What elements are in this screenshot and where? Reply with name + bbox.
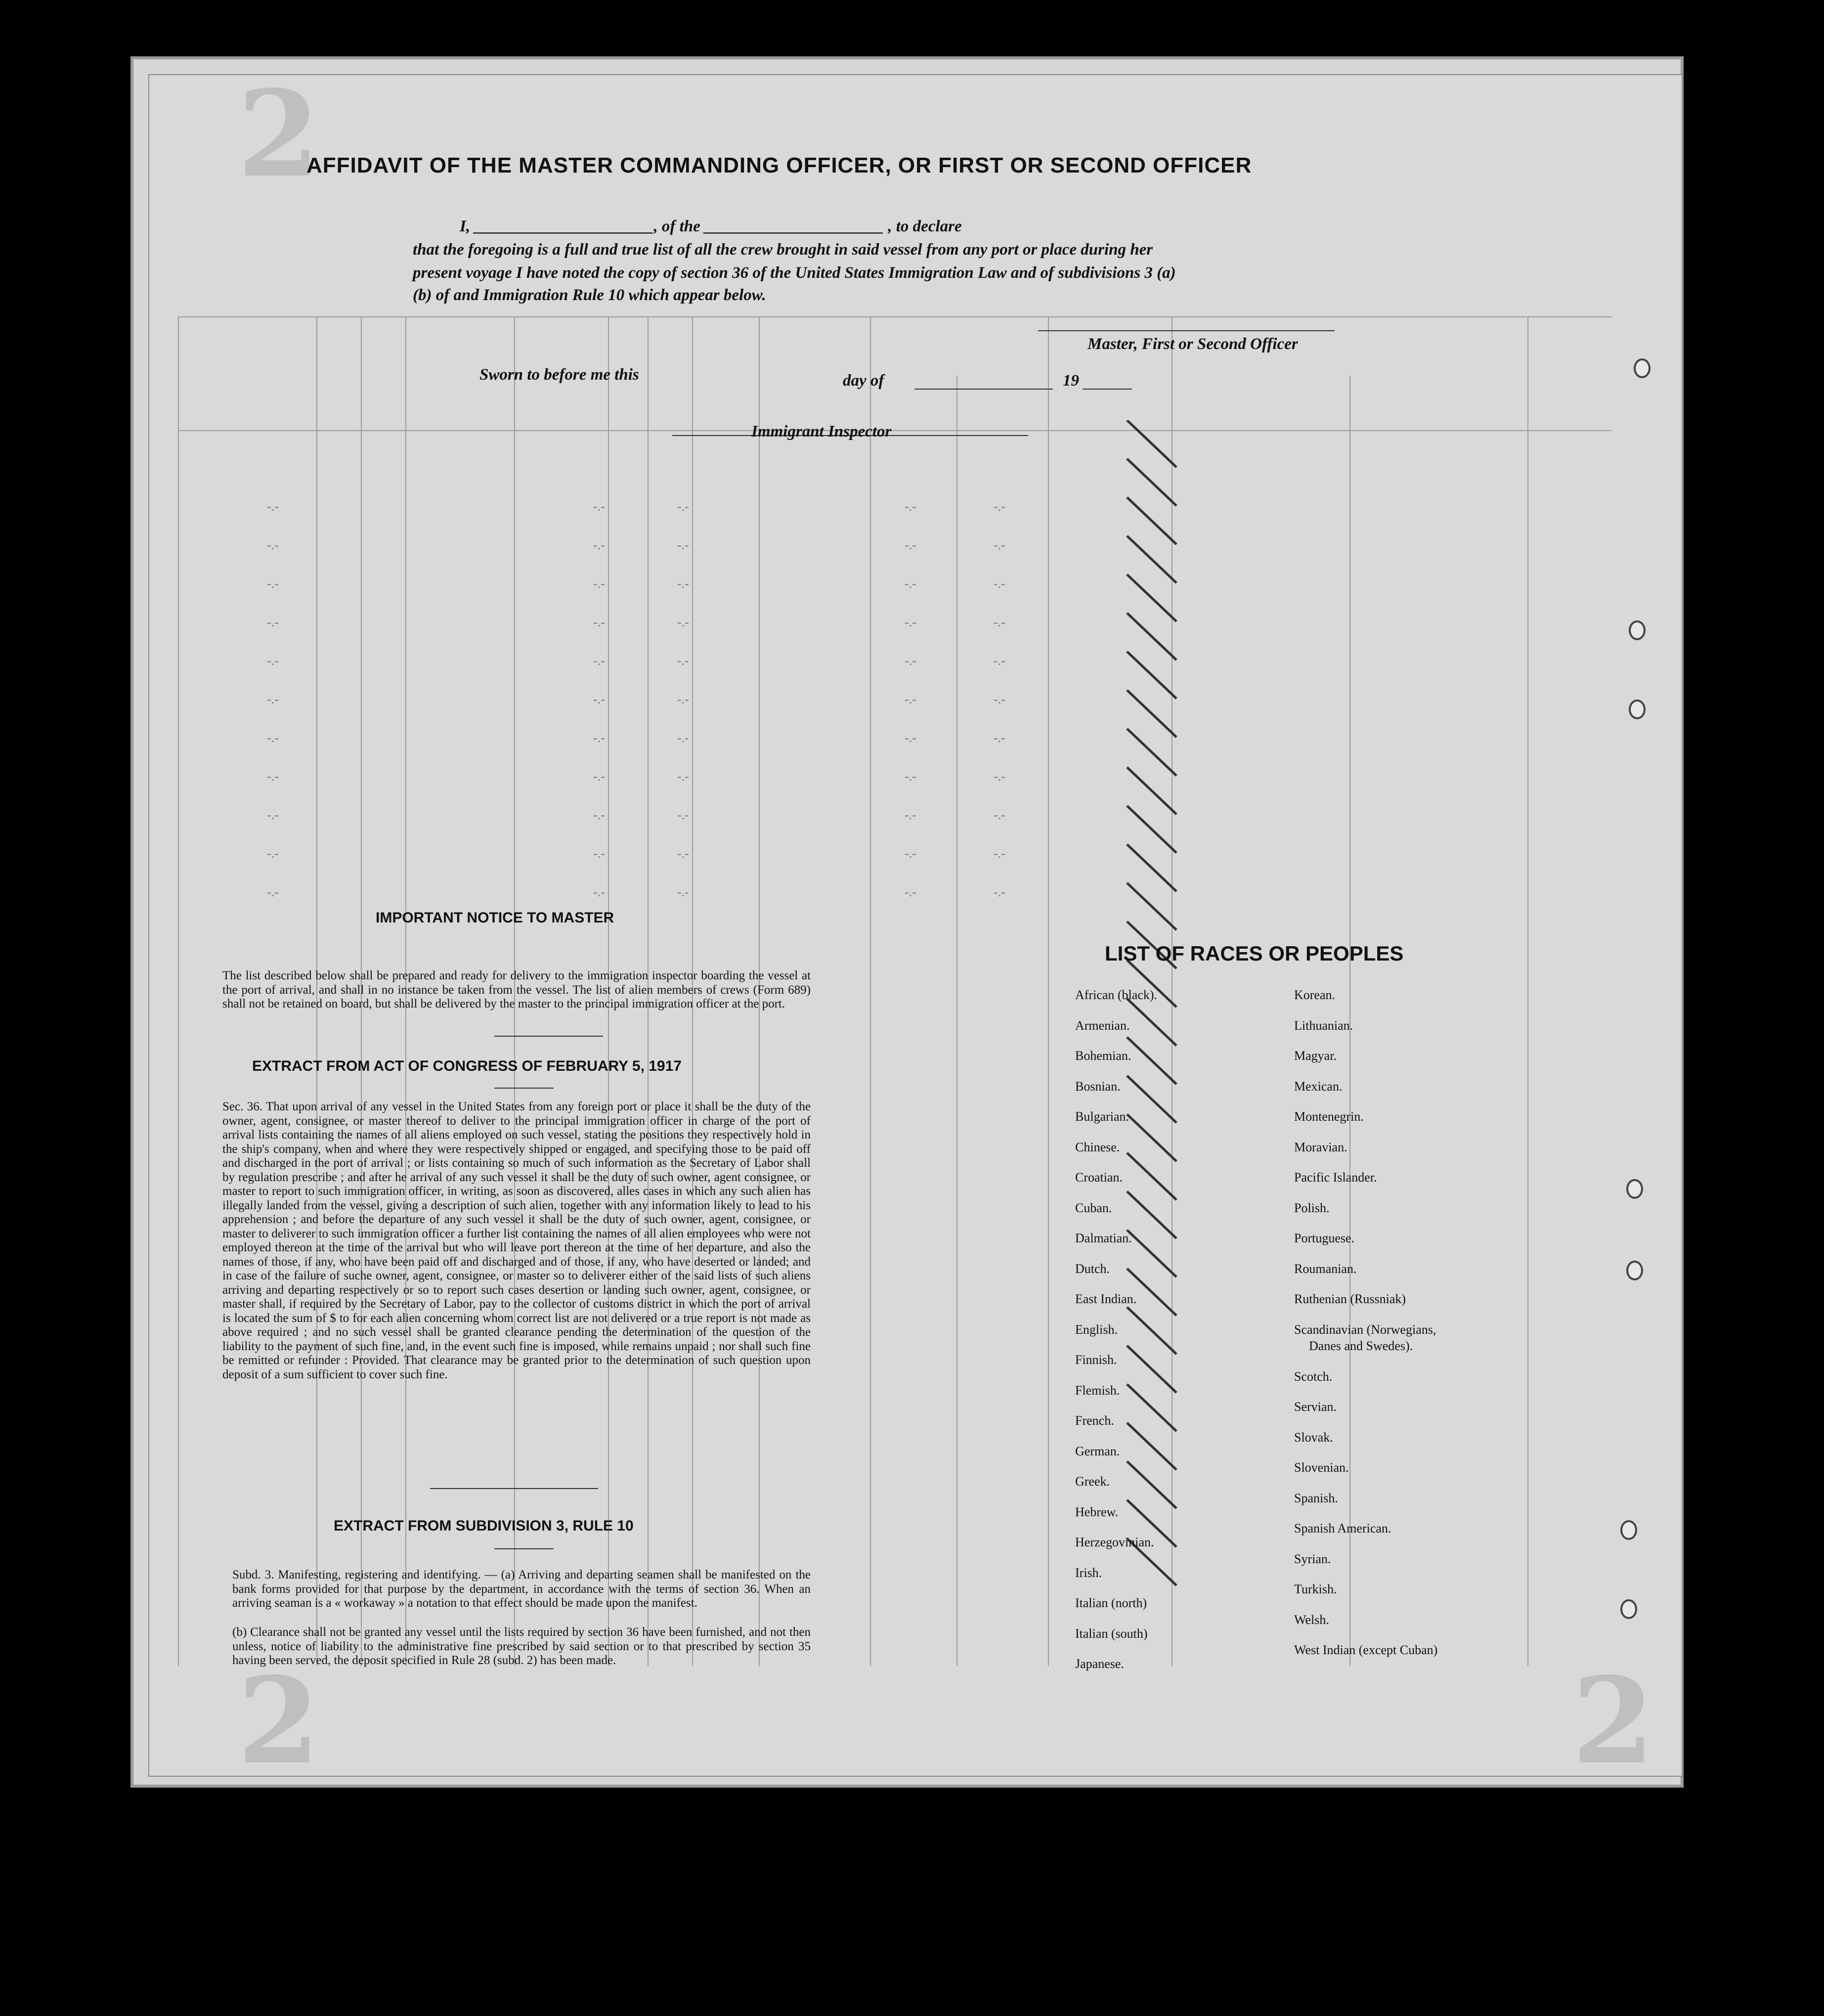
bleed-dash: -.- xyxy=(593,538,605,552)
bleed-dash: -.- xyxy=(267,692,279,706)
strike-mark xyxy=(1127,844,1176,891)
race-item: Flemish. xyxy=(1075,1383,1120,1398)
bleed-dash: -.- xyxy=(267,654,279,668)
affidavit-line-1: I, ______________________, of the ______________________ , to declare xyxy=(460,218,962,235)
page-title: AFFIDAVIT OF THE MASTER COMMANDING OFFICER, OR FIRST OR SECOND OFFICER xyxy=(306,153,1252,177)
strike-mark xyxy=(1127,613,1176,660)
punch-hole xyxy=(1629,700,1646,719)
bleed-dash: -.- xyxy=(593,576,605,591)
race-item: Moravian. xyxy=(1294,1139,1347,1154)
bleed-dash: -.- xyxy=(593,846,605,861)
bleed-dash: -.- xyxy=(677,538,689,552)
strike-mark xyxy=(1127,999,1176,1046)
bleed-dash: -.- xyxy=(905,808,916,822)
column-rule xyxy=(1527,316,1528,1666)
sworn-text: Sworn to before me this xyxy=(479,366,639,384)
bleed-dash: -.- xyxy=(994,615,1005,629)
race-item: French. xyxy=(1075,1413,1114,1428)
race-item: Scandinavian (Norwegians, xyxy=(1294,1322,1436,1337)
race-item: Korean. xyxy=(1294,988,1336,1002)
race-item: Japanese. xyxy=(1075,1657,1124,1671)
bleed-dash: -.- xyxy=(994,654,1005,668)
bleed-dash: -.- xyxy=(905,615,916,629)
stamp-number-bottom-right: 2 xyxy=(1572,1651,1654,1791)
column-rule xyxy=(1048,316,1049,1666)
bleed-dash: -.- xyxy=(267,808,279,822)
race-item: Magyar. xyxy=(1294,1049,1337,1063)
bleed-dash: -.- xyxy=(593,499,605,514)
day-of-label: day of xyxy=(843,372,884,390)
strike-mark xyxy=(1127,574,1176,621)
day-line xyxy=(914,389,1053,390)
table-header-rule xyxy=(178,430,1611,431)
strike-mark xyxy=(1127,497,1176,544)
bleed-dash: -.- xyxy=(677,808,689,822)
punch-hole xyxy=(1629,620,1646,640)
race-item: Slovak. xyxy=(1294,1430,1333,1445)
race-item: Turkish. xyxy=(1294,1582,1337,1597)
stamp-number-bottom-left: 2 xyxy=(237,1651,320,1791)
bleed-dash: -.- xyxy=(905,538,916,552)
bleed-dash: -.- xyxy=(677,615,689,629)
bleed-dash: -.- xyxy=(593,615,605,629)
bleed-dash: -.- xyxy=(593,769,605,784)
bleed-dash: -.- xyxy=(267,576,279,591)
race-item: Pacific Islander. xyxy=(1294,1170,1377,1184)
race-item: Scotch. xyxy=(1294,1369,1333,1384)
race-item: Slovenian. xyxy=(1294,1460,1349,1475)
race-item: Syrian. xyxy=(1294,1551,1331,1566)
race-item: Armenian. xyxy=(1075,1018,1130,1033)
table-top-rule xyxy=(178,316,1611,317)
bleed-dash: -.- xyxy=(677,769,689,784)
bleed-dash: -.- xyxy=(677,731,689,745)
punch-hole xyxy=(1620,1599,1637,1619)
punch-hole xyxy=(1634,358,1650,378)
strike-mark xyxy=(1127,1230,1176,1277)
race-item: Ruthenian (Russniak) xyxy=(1294,1292,1406,1306)
signature-line xyxy=(1038,330,1335,331)
race-item: Portuguese. xyxy=(1294,1231,1355,1245)
extract-rule-heading: EXTRACT FROM SUBDIVISION 3, RULE 10 xyxy=(334,1518,634,1534)
notice-text: The list described below shall be prepared and ready for delivery to the immigration inspector boarding the vessel at the port of arrival, and shall in no instance be taken from the vessel. The list of alien members of crews (Form 689) shall not be retained on board, but shall be delivered by the master to the principal immigration officer at the port. xyxy=(222,969,811,1010)
strike-mark xyxy=(1127,1037,1176,1084)
strike-mark xyxy=(1127,1153,1176,1200)
bleed-dash: -.- xyxy=(677,885,689,899)
race-item: Bosnian. xyxy=(1075,1079,1121,1094)
strike-mark xyxy=(1127,459,1176,506)
bleed-dash: -.- xyxy=(994,769,1005,784)
race-item: Dutch. xyxy=(1075,1261,1110,1276)
divider xyxy=(494,1088,554,1089)
bleed-dash: -.- xyxy=(267,538,279,552)
strike-mark xyxy=(1127,1346,1176,1393)
race-item: Danes and Swedes). xyxy=(1309,1339,1413,1354)
bleed-dash: -.- xyxy=(677,846,689,861)
bleed-dash: -.- xyxy=(677,692,689,706)
race-item: Polish. xyxy=(1294,1200,1330,1215)
bleed-dash: -.- xyxy=(905,576,916,591)
strike-through-marks xyxy=(1107,420,1196,1587)
year-prefix: 19 xyxy=(1063,372,1079,390)
bleed-dash: -.- xyxy=(267,885,279,899)
strike-mark xyxy=(1127,883,1176,930)
bleed-dash: -.- xyxy=(677,499,689,514)
race-item: Croatian. xyxy=(1075,1170,1123,1184)
divider xyxy=(430,1488,598,1489)
strike-mark xyxy=(1127,1076,1176,1123)
inspector-label: Immigrant Inspector xyxy=(751,423,892,440)
signature-label: Master, First or Second Officer xyxy=(1087,335,1298,353)
punch-hole xyxy=(1620,1520,1637,1540)
bleed-dash: -.- xyxy=(267,769,279,784)
bleed-dash: -.- xyxy=(905,769,916,784)
strike-mark xyxy=(1127,1114,1176,1161)
race-item: Spanish American. xyxy=(1294,1521,1391,1536)
strike-mark xyxy=(1127,1423,1176,1470)
race-item: Greek. xyxy=(1075,1474,1110,1489)
strike-mark xyxy=(1127,536,1176,583)
strike-mark xyxy=(1127,1461,1176,1508)
strike-mark xyxy=(1127,652,1176,699)
bleed-dash: -.- xyxy=(593,885,605,899)
race-item: Herzegovinian. xyxy=(1075,1535,1154,1549)
bleed-dash: -.- xyxy=(994,808,1005,822)
strike-mark xyxy=(1127,729,1176,776)
bleed-dash: -.- xyxy=(593,731,605,745)
bleed-dash: -.- xyxy=(267,731,279,745)
strike-mark xyxy=(1127,767,1176,814)
race-item: Bohemian. xyxy=(1075,1049,1131,1063)
column-rule xyxy=(870,316,871,1666)
divider xyxy=(494,1548,554,1549)
affidavit-line-4: (b) of and Immigration Rule 10 which appear below. xyxy=(413,286,766,304)
affidavit-line-2: that the foregoing is a full and true list of all the crew brought in said vessel from any port or place during her xyxy=(413,241,1153,259)
bleed-dash: -.- xyxy=(905,499,916,514)
race-item: Cuban. xyxy=(1075,1200,1112,1215)
bleed-dash: -.- xyxy=(905,692,916,706)
extract-rule-text-a: Subd. 3. Manifesting, registering and identifying. — (a) Arriving and departing seamen shall be manifested on the bank forms provided for that purpose by the department, in accordance with the terms of section 36. When an arriving seaman is a « workaway » a notation to that effect should be made upon the manifest. xyxy=(232,1568,811,1610)
race-item: Roumanian. xyxy=(1294,1261,1357,1276)
race-item: Bulgarian. xyxy=(1075,1109,1129,1124)
bleed-dash: -.- xyxy=(267,499,279,514)
race-item: Spanish. xyxy=(1294,1490,1338,1505)
bleed-dash: -.- xyxy=(994,846,1005,861)
extract-act-text: Sec. 36. That upon arrival of any vessel in the United States from any foreign port or place it shall be the duty of the owner, agent, consignee, or master thereof to deliver to the principal immigration officer in charge of the port of arrival lists containing the names of all aliens employed on such vessel, stating the positions they respectively hold in the ship's company, when and where they were respectively shipped or engaged, and specifying those to be paid off and discharged in the port of arrival ; or lists containing so much of such information as the Secretary of Labor shall by regulation prescribe ; and after he arrival of any such vessel it shall be the duty of such owner, agent consignee, or master to report to such immigration officer, in writing, as soon as discovered, alles cases in which any such alien has illegally landed from the vessel, giving a description of such alien, together with any information likely to lead to his apprehension ; and before the departure of any such vessel it shall be the duty of such owner, agent, consignee, or master to deliverer to such immigration officer a further list containing the names of all alien employees who were not employed thereon at the time of the arrival but who will leave port thereon at the time of her departure, and also the names of those, if any, who have been paid off and discharged and of those, if any, who have deserted or landed; and in case of the failure of suche owner, agent, consignee, or master so to deliverer either of the said lists of such aliens arriving and departing respectively or so to report such cases desertion or landing such owner, agent, consignee, or master shall, if required by the Secretary of Labor, pay to the collector of customs district in which the port of arrival is located the sum of $ to for each alien concerning whom correct list are not delivered or a true report is not made as above required ; and no such vessel shall be granted clearance pending the determination of the question of the liability to the payment of such fine, and, in the event such fine is imposed, while remains unpaid ; nor shall such fine be remitted or refunder : Provided. That clearance may be granted prior to the determination of such question upon deposit of a sum sufficient to cover such fine. xyxy=(222,1100,811,1381)
bleed-dash: -.- xyxy=(267,615,279,629)
strike-mark xyxy=(1127,806,1176,853)
strike-mark xyxy=(1127,1307,1176,1354)
notice-heading: IMPORTANT NOTICE TO MASTER xyxy=(376,910,614,926)
race-item: Italian (south) xyxy=(1075,1626,1148,1641)
bleed-dash: -.- xyxy=(905,885,916,899)
column-rule xyxy=(178,316,179,1666)
bleed-dash: -.- xyxy=(677,576,689,591)
race-item: East Indian. xyxy=(1075,1292,1137,1306)
bleed-dash: -.- xyxy=(677,654,689,668)
race-item: Servian. xyxy=(1294,1400,1337,1414)
bleed-dash: -.- xyxy=(994,731,1005,745)
bleed-dash: -.- xyxy=(267,846,279,861)
punch-hole xyxy=(1626,1179,1643,1199)
strike-mark xyxy=(1127,690,1176,737)
race-item: English. xyxy=(1075,1322,1118,1337)
strike-mark xyxy=(1127,1384,1176,1431)
strike-mark xyxy=(1127,1191,1176,1238)
race-item: Italian (north) xyxy=(1075,1596,1147,1610)
race-item: Chinese. xyxy=(1075,1139,1120,1154)
bleed-dash: -.- xyxy=(593,654,605,668)
affidavit-line-3: present voyage I have noted the copy of section 36 of the United States Immigration Law and of subdivisions 3 (a) xyxy=(413,264,1176,282)
bleed-dash: -.- xyxy=(994,538,1005,552)
column-rule xyxy=(956,376,957,1666)
bleed-dash: -.- xyxy=(593,692,605,706)
race-item: Hebrew. xyxy=(1075,1504,1119,1519)
strike-mark xyxy=(1127,420,1176,467)
bleed-dash: -.- xyxy=(994,499,1005,514)
bleed-dash: -.- xyxy=(994,692,1005,706)
year-line xyxy=(1083,389,1132,390)
race-item: West Indian (except Cuban) xyxy=(1294,1643,1438,1658)
race-item: Mexican. xyxy=(1294,1079,1343,1094)
bleed-dash: -.- xyxy=(994,576,1005,591)
bleed-dash: -.- xyxy=(593,808,605,822)
race-item: Finnish. xyxy=(1075,1353,1117,1367)
races-heading: LIST OF RACES OR PEOPLES xyxy=(1105,942,1404,965)
race-item: Lithuanian. xyxy=(1294,1018,1353,1033)
bleed-dash: -.- xyxy=(905,731,916,745)
bleed-dash: -.- xyxy=(905,654,916,668)
race-item: Irish. xyxy=(1075,1565,1102,1580)
extract-act-heading: EXTRACT FROM ACT OF CONGRESS OF FEBRUARY 5, 1917 xyxy=(252,1058,682,1074)
extract-rule-text-b: (b) Clearance shall not be granted any vessel until the lists required by section 36 have been furnished, and not then unless, notice of liability to the administrative fine prescribed by said section or to that prescribed by section 35 having been served, the deposit specified in Rule 28 (subd. 2) has been made. xyxy=(232,1625,811,1667)
stamp-number-top: 2 xyxy=(237,64,320,204)
bleed-dash: -.- xyxy=(994,885,1005,899)
race-item: Montenegrin. xyxy=(1294,1109,1364,1124)
race-item: African (black). xyxy=(1075,988,1158,1002)
race-item: Welsh. xyxy=(1294,1612,1329,1627)
punch-hole xyxy=(1626,1261,1643,1280)
divider xyxy=(494,1036,603,1037)
race-item: German. xyxy=(1075,1444,1120,1458)
bleed-dash: -.- xyxy=(905,846,916,861)
race-item: Dalmatian. xyxy=(1075,1231,1132,1245)
